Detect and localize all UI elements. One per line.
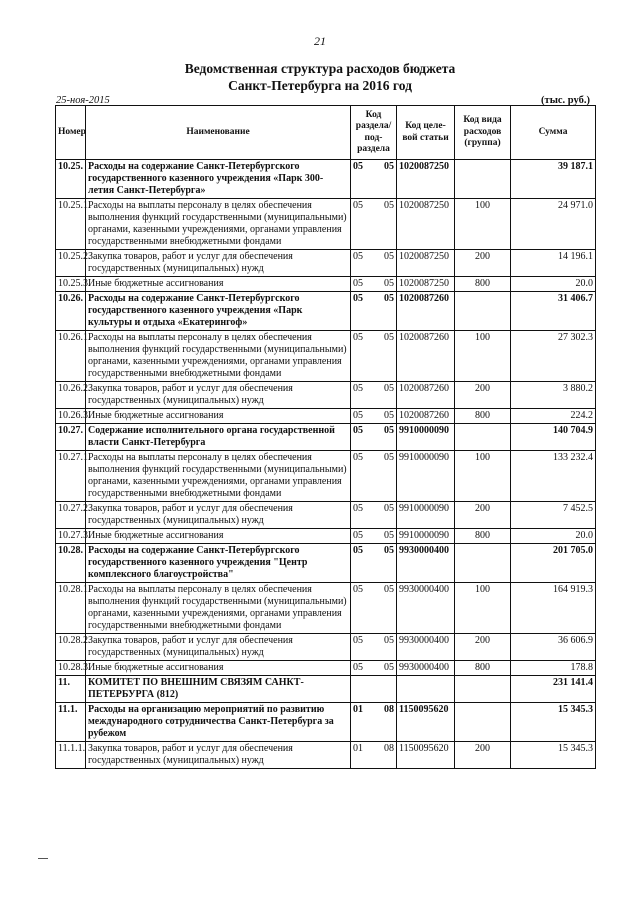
footer-mark <box>38 858 48 859</box>
row-name: Расходы на выплаты персоналу в целях обеспечения выполнения функций государственными (муниципальными) органами, казенными учреждениями, органами управления государственными внебюджетными фондами <box>86 451 351 502</box>
row-expense-kind: 200 <box>455 502 511 529</box>
row-target-code: 9930000400 <box>397 661 455 676</box>
row-subsection: 05 <box>376 292 397 331</box>
row-expense-kind <box>455 544 511 583</box>
row-sum: 201 705.0 <box>511 544 596 583</box>
row-number: 10.25.2. <box>56 250 86 277</box>
row-section: 05 <box>351 634 376 661</box>
row-section: 05 <box>351 292 376 331</box>
row-sum: 133 232.4 <box>511 451 596 502</box>
row-expense-kind: 200 <box>455 742 511 769</box>
row-target-code: 1020087250 <box>397 160 455 199</box>
row-name: Расходы на выплаты персоналу в целях обеспечения выполнения функций государственными (муниципальными) органами, казенными учреждениями, органами управления государственными внебюджетными фондами <box>86 331 351 382</box>
row-subsection: 05 <box>376 661 397 676</box>
document-date: 25-ноя-2015 <box>56 95 110 106</box>
row-sum: 178.8 <box>511 661 596 676</box>
row-section: 01 <box>351 742 376 769</box>
row-expense-kind: 100 <box>455 583 511 634</box>
row-expense-kind <box>455 424 511 451</box>
row-sum: 15 345.3 <box>511 742 596 769</box>
row-expense-kind: 200 <box>455 382 511 409</box>
row-name: Иные бюджетные ассигнования <box>86 277 351 292</box>
table-row <box>56 250 596 277</box>
row-sum: 231 141.4 <box>511 676 596 703</box>
table-row <box>56 331 596 382</box>
row-target-code: 9910000090 <box>397 424 455 451</box>
row-expense-kind <box>455 703 511 742</box>
table-row <box>56 199 596 250</box>
row-sum: 20.0 <box>511 529 596 544</box>
row-expense-kind <box>455 676 511 703</box>
table-row <box>56 529 596 544</box>
row-subsection: 05 <box>376 199 397 250</box>
table-header-row <box>56 106 596 160</box>
row-subsection <box>376 676 397 703</box>
row-number: 10.27.1. <box>56 451 86 502</box>
row-name: Расходы на содержание Санкт-Петербургского государственного казенного учреждения «Парк 300-летия Санкт-Петербурга» <box>86 160 351 199</box>
row-name: Закупка товаров, работ и услуг для обеспечения государственных (муниципальных) нужд <box>86 382 351 409</box>
table-row <box>56 451 596 502</box>
row-name: КОМИТЕТ ПО ВНЕШНИМ СВЯЗЯМ САНКТ-ПЕТЕРБУРГА (812) <box>86 676 351 703</box>
table-row <box>56 544 596 583</box>
row-subsection: 08 <box>376 703 397 742</box>
row-number: 10.28. <box>56 544 86 583</box>
row-section: 05 <box>351 529 376 544</box>
row-name: Закупка товаров, работ и услуг для обеспечения государственных (муниципальных) нужд <box>86 742 351 769</box>
row-expense-kind: 200 <box>455 634 511 661</box>
row-target-code: 1020087260 <box>397 331 455 382</box>
row-target-code: 9910000090 <box>397 502 455 529</box>
row-number: 10.28.2. <box>56 634 86 661</box>
table-row <box>56 409 596 424</box>
row-target-code: 1150095620 <box>397 703 455 742</box>
row-section: 05 <box>351 160 376 199</box>
title-line-1: Ведомственная структура расходов бюджета <box>184 61 456 76</box>
header-expense-kind: Код вида расходов (группа) <box>455 106 511 160</box>
row-subsection: 08 <box>376 742 397 769</box>
row-name: Расходы на выплаты персоналу в целях обеспечения выполнения функций государственными (муниципальными) органами, казенными учреждениями, органами управления государственными внебюджетными фондами <box>86 583 351 634</box>
row-subsection: 05 <box>376 424 397 451</box>
row-name: Закупка товаров, работ и услуг для обеспечения государственных (муниципальных) нужд <box>86 502 351 529</box>
row-target-code: 9930000400 <box>397 634 455 661</box>
title-line-2: Санкт-Петербурга на 2016 год <box>228 78 412 93</box>
row-section: 01 <box>351 703 376 742</box>
row-target-code: 1020087250 <box>397 199 455 250</box>
row-section: 05 <box>351 199 376 250</box>
row-sum: 3 880.2 <box>511 382 596 409</box>
row-subsection: 05 <box>376 502 397 529</box>
row-expense-kind <box>455 292 511 331</box>
row-sum: 31 406.7 <box>511 292 596 331</box>
row-subsection: 05 <box>376 277 397 292</box>
table-row <box>56 661 596 676</box>
row-section: 05 <box>351 331 376 382</box>
row-target-code: 9910000090 <box>397 451 455 502</box>
row-subsection: 05 <box>376 250 397 277</box>
row-target-code: 1020087260 <box>397 382 455 409</box>
row-target-code: 1020087260 <box>397 409 455 424</box>
row-number: 10.26.1. <box>56 331 86 382</box>
row-number: 10.25.1. <box>56 199 86 250</box>
row-section: 05 <box>351 544 376 583</box>
row-target-code: 1020087250 <box>397 250 455 277</box>
row-expense-kind: 100 <box>455 331 511 382</box>
row-subsection: 05 <box>376 409 397 424</box>
row-section: 05 <box>351 424 376 451</box>
row-number: 11.1. <box>56 703 86 742</box>
table-row <box>56 502 596 529</box>
row-number: 10.27.3. <box>56 529 86 544</box>
row-sum: 14 196.1 <box>511 250 596 277</box>
row-section: 05 <box>351 250 376 277</box>
row-subsection: 05 <box>376 331 397 382</box>
document-title <box>0 60 640 94</box>
budget-table <box>55 105 596 769</box>
row-subsection: 05 <box>376 451 397 502</box>
row-section: 05 <box>351 661 376 676</box>
table-row <box>56 742 596 769</box>
row-section: 05 <box>351 451 376 502</box>
row-sum: 140 704.9 <box>511 424 596 451</box>
row-subsection: 05 <box>376 160 397 199</box>
header-target-code: Код целе-вой статьи <box>397 106 455 160</box>
row-expense-kind: 200 <box>455 250 511 277</box>
row-number: 11.1.1. <box>56 742 86 769</box>
row-expense-kind: 100 <box>455 199 511 250</box>
row-name: Расходы на содержание Санкт-Петербургского государственного казенного учреждения «Парк культуры и отдыха «Екатерингоф» <box>86 292 351 331</box>
header-name: Наименование <box>86 106 351 160</box>
header-section: Код раздела/ под-раздела <box>351 106 397 160</box>
table-row <box>56 292 596 331</box>
row-name: Закупка товаров, работ и услуг для обеспечения государственных (муниципальных) нужд <box>86 250 351 277</box>
row-target-code: 9930000400 <box>397 544 455 583</box>
row-number: 11. <box>56 676 86 703</box>
row-sum: 164 919.3 <box>511 583 596 634</box>
header-sum: Сумма <box>511 106 596 160</box>
row-sum: 224.2 <box>511 409 596 424</box>
row-target-code: 1020087260 <box>397 292 455 331</box>
row-subsection: 05 <box>376 382 397 409</box>
row-subsection: 05 <box>376 634 397 661</box>
table-row <box>56 277 596 292</box>
row-expense-kind: 800 <box>455 529 511 544</box>
row-sum: 36 606.9 <box>511 634 596 661</box>
row-sum: 15 345.3 <box>511 703 596 742</box>
row-sum: 24 971.0 <box>511 199 596 250</box>
row-number: 10.26. <box>56 292 86 331</box>
row-target-code: 1020087250 <box>397 277 455 292</box>
header-number: Номер <box>56 106 86 160</box>
row-number: 10.27. <box>56 424 86 451</box>
row-number: 10.28.1. <box>56 583 86 634</box>
row-sum: 20.0 <box>511 277 596 292</box>
row-name: Расходы на выплаты персоналу в целях обеспечения выполнения функций государственными (муниципальными) органами, казенными учреждениями, органами управления государственными внебюджетными фондами <box>86 199 351 250</box>
row-target-code <box>397 676 455 703</box>
row-sum: 27 302.3 <box>511 331 596 382</box>
row-sum: 39 187.1 <box>511 160 596 199</box>
row-expense-kind: 800 <box>455 277 511 292</box>
row-expense-kind <box>455 160 511 199</box>
row-sum: 7 452.5 <box>511 502 596 529</box>
row-section: 05 <box>351 382 376 409</box>
row-expense-kind: 800 <box>455 661 511 676</box>
row-target-code: 1150095620 <box>397 742 455 769</box>
row-name: Иные бюджетные ассигнования <box>86 529 351 544</box>
row-subsection: 05 <box>376 544 397 583</box>
row-expense-kind: 100 <box>455 451 511 502</box>
table-body <box>56 160 596 769</box>
row-name: Закупка товаров, работ и услуг для обеспечения государственных (муниципальных) нужд <box>86 634 351 661</box>
row-target-code: 9930000400 <box>397 583 455 634</box>
row-number: 10.28.3. <box>56 661 86 676</box>
table-row <box>56 676 596 703</box>
row-name: Расходы на содержание Санкт-Петербургского государственного казенного учреждения "Центр комплексного благоустройства" <box>86 544 351 583</box>
row-name: Содержание исполнительного органа государственной власти Санкт-Петербурга <box>86 424 351 451</box>
row-number: 10.27.2. <box>56 502 86 529</box>
row-number: 10.25. <box>56 160 86 199</box>
table-row <box>56 382 596 409</box>
row-section: 05 <box>351 409 376 424</box>
row-section: 05 <box>351 583 376 634</box>
row-number: 10.26.2. <box>56 382 86 409</box>
units-label: (тыс. руб.) <box>541 95 590 106</box>
row-number: 10.25.3. <box>56 277 86 292</box>
row-section: 05 <box>351 502 376 529</box>
row-section: 05 <box>351 277 376 292</box>
row-subsection: 05 <box>376 529 397 544</box>
row-name: Иные бюджетные ассигнования <box>86 409 351 424</box>
table-row <box>56 160 596 199</box>
row-subsection: 05 <box>376 583 397 634</box>
row-expense-kind: 800 <box>455 409 511 424</box>
table-row <box>56 583 596 634</box>
page-number: 21 <box>314 34 326 48</box>
row-name: Иные бюджетные ассигнования <box>86 661 351 676</box>
table-row <box>56 634 596 661</box>
row-number: 10.26.3. <box>56 409 86 424</box>
table-row <box>56 703 596 742</box>
row-target-code: 9910000090 <box>397 529 455 544</box>
row-section <box>351 676 376 703</box>
table-row <box>56 424 596 451</box>
row-name: Расходы на организацию мероприятий по развитию международного сотрудничества Санкт-Петербурга за рубежом <box>86 703 351 742</box>
